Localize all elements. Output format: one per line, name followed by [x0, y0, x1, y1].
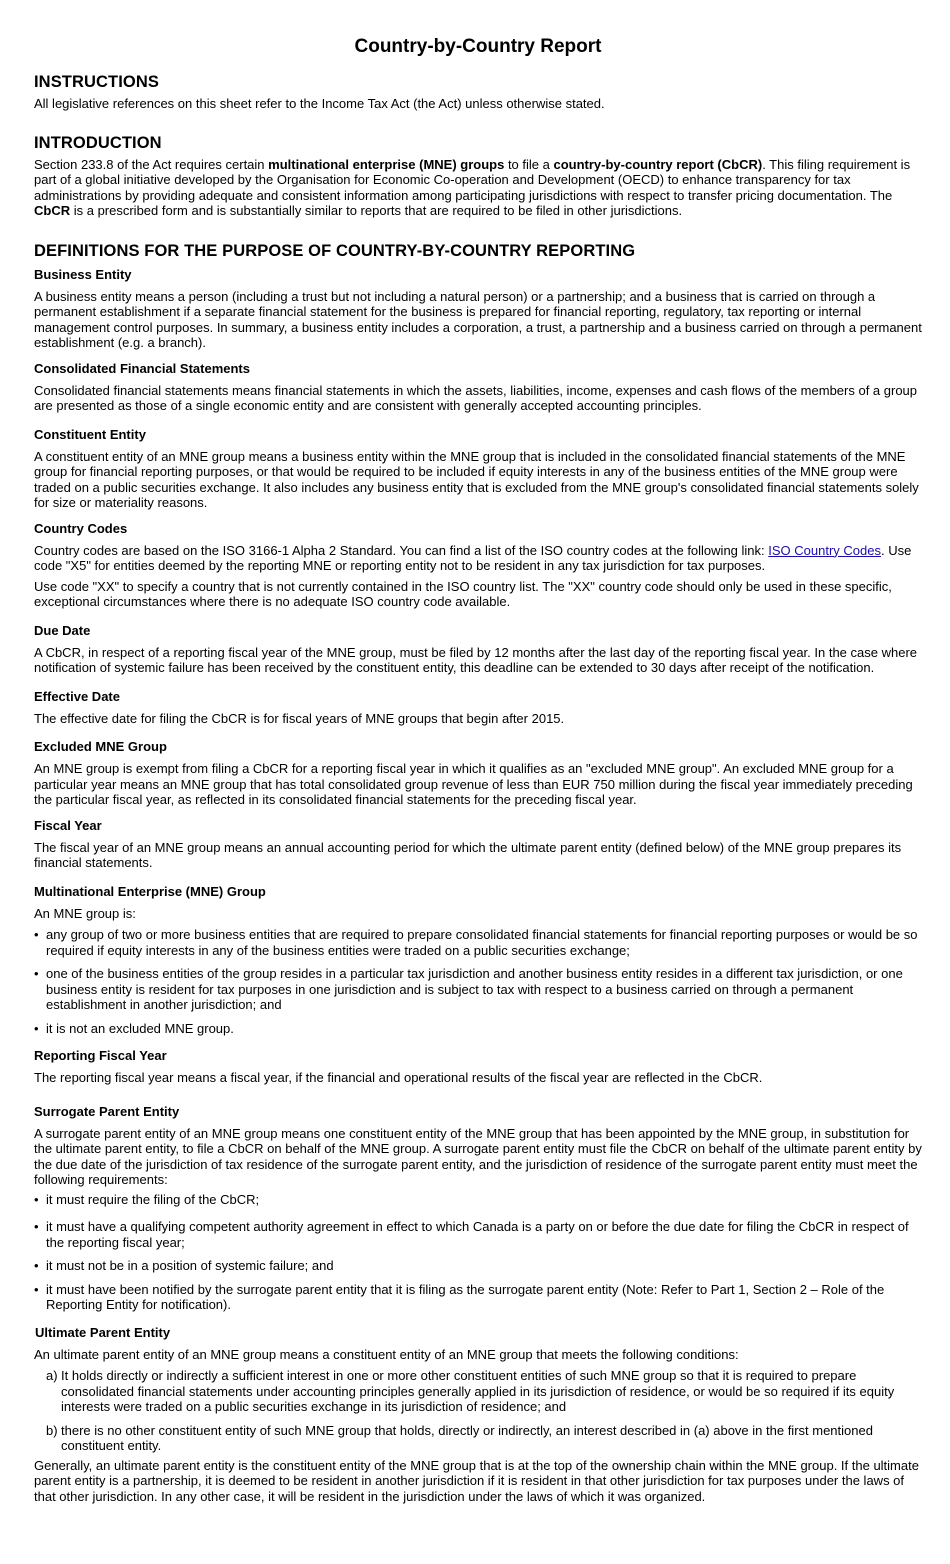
def-fiscal-year-title: Fiscal Year	[34, 817, 102, 833]
def-mne-group-intro: An MNE group is:	[34, 905, 136, 921]
list-item: • any group of two or more business entities that are required to prepare consolidated financial statements for financial reporting purposes or would be so required if equity interests in any of the business entities were traded on a public securities exchange;	[34, 927, 922, 958]
list-item: • it must have a qualifying competent authority agreement in effect to which Canada is a party on or before the due date for filing the CbCR in respect of the reporting fiscal year;	[34, 1219, 922, 1250]
list-item	[34, 1368, 922, 1415]
def-ultimate-title: Ultimate Parent Entity	[35, 1324, 171, 1340]
list-marker: b)	[46, 1422, 58, 1438]
def-effective-date-text: The effective date for filing the CbCR is for fiscal years of MNE groups that begin after 2015.	[34, 710, 565, 726]
def-ultimate-closing: Generally, an ultimate parent entity is the constituent entity of the MNE group that is at the top of the ownership chain within the MNE group. If the ultimate parent entity is a partnership, it is deemed to be resident in another jurisdiction if it is resident in that other jurisdiction for tax purposes under the laws of that other jurisdiction. In any other case, it will be resident in the jurisdiction under the laws of which it was organized.	[34, 1457, 919, 1504]
def-reporting-fy-text: The reporting fiscal year means a fiscal year, if the financial and operational results of the fiscal year are reflected in the CbCR.	[34, 1070, 763, 1085]
list-marker: a)	[46, 1368, 58, 1383]
def-excluded-title: Excluded MNE Group	[34, 739, 167, 754]
def-fiscal-year-text: The fiscal year of an MNE group means an annual accounting period for which the ultimate parent entity (defined below) of the MNE group prepares its financial statements.	[34, 839, 902, 870]
mne-group-list	[34, 927, 922, 1036]
intro-text-1: Section 233.8 of the Act requires certain	[34, 156, 269, 172]
instructions-heading: INSTRUCTIONS	[34, 73, 159, 91]
def-consolidated-title: Consolidated Financial Statements	[34, 360, 250, 376]
intro-bold-mne: multinational enterprise (MNE) groups	[268, 156, 505, 172]
def-business-entity-text: A business entity means a person (including a trust but not including a natural person) or a partnership; and a business that is carried on through a permanent establishment if a separate financial statement for the business is prepared for financial reporting, regulatory, tax reporting or internal management control purposes. In summary, a business entity includes a corporation, a trust, a partnership and a business carried on through a permanent establishment (e.g. a branch).	[34, 288, 922, 350]
def-due-date-title: Due Date	[34, 622, 91, 638]
def-mne-group-title: Multinational Enterprise (MNE) Group	[34, 883, 266, 899]
def-reporting-fy-title: Reporting Fiscal Year	[34, 1048, 167, 1063]
country-codes-text-1b: . Use code "X5" for entities deemed by the reporting MNE or reporting entity not to be resident in any tax jurisdiction for tax purposes.	[34, 542, 912, 573]
list-item	[34, 1423, 922, 1454]
introduction-heading: INTRODUCTION	[34, 133, 162, 152]
def-country-codes-title: Country Codes	[34, 520, 128, 536]
list-item: • it must have been notified by the surrogate parent entity that it is filing as the surrogate parent entity (Note: Refer to Part 1, Section 2 – Role of the Reporting Entity for notification).	[34, 1282, 922, 1313]
instructions-text: All legislative references on this sheet refer to the Income Tax Act (the Act) unless otherwise stated.	[34, 96, 605, 111]
def-constituent-title: Constituent Entity	[34, 426, 146, 442]
def-business-entity-title: Business Entity	[34, 266, 132, 282]
list-item: • it must require the filing of the CbCR;	[34, 1192, 922, 1208]
def-surrogate-title: Surrogate Parent Entity	[34, 1103, 180, 1119]
list-item: • one of the business entities of the group resides in a particular tax jurisdiction and another business entity resides in a different tax jurisdiction, or one business entity is resident for tax purposes in one jurisdiction and is subject to tax with respect to a business carried on through a permanent establishment in another jurisdiction; and	[34, 966, 922, 1013]
introduction-text	[34, 157, 922, 219]
def-ultimate-intro: An ultimate parent entity of an MNE group means a constituent entity of an MNE group that meets the following conditions:	[34, 1346, 739, 1362]
def-surrogate-text: A surrogate parent entity of an MNE group means one constituent entity of the MNE group that has been appointed by the MNE group, in substitution for the ultimate parent entity, to file a CbCR on behalf of the MNE group. A surrogate parent entity must file the CbCR on behalf of the ultimate parent entity by the due date of the jurisdiction of tax residence of the surrogate parent entity, and the jurisdiction of residence of the surrogate parent entity must meet the following requirements:	[34, 1125, 922, 1187]
iso-country-codes-link[interactable]: ISO Country Codes	[768, 542, 881, 558]
def-due-date-text: A CbCR, in respect of a reporting fiscal year of the MNE group, must be filed by 12 months after the last day of the reporting fiscal year. In the case where notification of systemic failure has been received by the constituent entity, this deadline can be extended to 30 days after receipt of the notification.	[34, 644, 918, 675]
intro-text-3: . This filing requirement is part of a global initiative developed by the Organisation for Economic Co-operation and Development (OECD) to enhance transparency for tax administrations by providing adequate and consistent information among participating jurisdictions with respect to transfer pricing documentation. The	[34, 156, 911, 203]
intro-bold-cbcr-short: CbCR	[34, 203, 71, 218]
def-excluded-text: An MNE group is exempt from filing a CbCR for a reporting fiscal year in which it qualifies as an "excluded MNE group". An excluded MNE group for a particular year means an MNE group that has total consolidated group revenue of less than EUR 750 million during the fiscal year immediately preceding the particular fiscal year, as reflected in its consolidated financial statements for the preceding fiscal year.	[34, 761, 913, 807]
intro-text-2: to file a	[504, 156, 554, 172]
surrogate-requirements-list	[34, 1192, 922, 1313]
page-title: Country-by-Country Report	[354, 36, 602, 57]
def-country-codes-text-1	[34, 543, 922, 574]
def-constituent-text: A constituent entity of an MNE group means a business entity within the MNE group that is included in the consolidated financial statements of the MNE group for financial reporting purposes, or that would be required to be included if equity interests in any of the business entities of the MNE group were traded on a public securities exchange. It also includes any business entity that is excluded from the MNE group's consolidated financial statements solely for size or materiality reasons.	[34, 448, 919, 510]
list-item-text: there is no other constituent entity of such MNE group that holds, directly or indirectly, an interest described in (a) above in the first mentioned constituent entity.	[61, 1422, 873, 1453]
def-country-codes-text-2: Use code "XX" to specify a country that is not currently contained in the ISO country list. The "XX" country code should only be used in these specific, exceptional circumstances where there is no adequate ISO country code available.	[34, 578, 892, 609]
def-consolidated-text: Consolidated financial statements means financial statements in which the assets, liabilities, income, expenses and cash flows of the members of a group are presented as those of a single economic entity and are consistent with generally accepted accounting principles.	[34, 382, 918, 413]
intro-text-4: is a prescribed form and is substantially similar to reports that are required to be filed in other jurisdictions.	[70, 203, 683, 218]
country-codes-text-1a: Country codes are based on the ISO 3166-1 Alpha 2 Standard. You can find a list of the ISO country codes at the following link:	[34, 542, 769, 558]
definitions-heading: DEFINITIONS FOR THE PURPOSE OF COUNTRY-BY-COUNTRY REPORTING	[34, 241, 636, 260]
ultimate-conditions-list	[34, 1368, 922, 1454]
list-item: • it is not an excluded MNE group.	[34, 1021, 922, 1037]
intro-bold-cbcr: country-by-country report (CbCR)	[553, 156, 763, 172]
list-item: • it must not be in a position of systemic failure; and	[34, 1258, 922, 1274]
def-effective-date-title: Effective Date	[34, 688, 120, 704]
list-item-text: It holds directly or indirectly a sufficient interest in one or more other constituent entities of such MNE group so that it is required to prepare consolidated financial statements under accounting principles generally applied in its jurisdiction of residence, or would be so required if its equity interests were traded on a public securities exchange in its jurisdiction of residence; and	[61, 1368, 895, 1414]
